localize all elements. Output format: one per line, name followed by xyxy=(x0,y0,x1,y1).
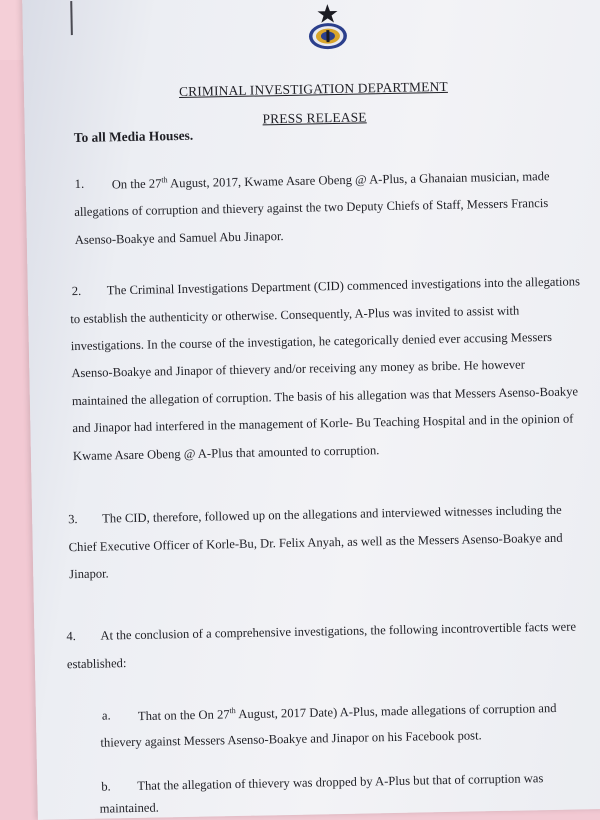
paragraph-1-line: allegations of corruption and thievery against the two Deputy Chiefs of Staff, Messers Francis xyxy=(74,195,549,220)
paragraph-1-line-1-post: August, 2017, Kwame Asare Obeng @ A-Plus, a Ghanaian musician, made xyxy=(167,169,550,191)
pen-mark xyxy=(70,1,73,35)
paragraph-3-number: 3. xyxy=(68,512,78,527)
paragraph-2-line: to establish the authenticity or otherwise. Consequently, A-Plus was invited to assist with xyxy=(70,303,520,327)
paragraph-2-line: Asenso-Boakye and Jinapor of thievery and/or receiving any money as bribe. He however xyxy=(71,357,525,381)
paragraph-2-line: Kwame Asare Obeng @ A-Plus that amounted to corruption. xyxy=(72,443,380,464)
press-release-title: PRESS RELEASE xyxy=(262,109,367,127)
paragraph-4-line: At the conclusion of a comprehensive investigations, the following incontrovertible facts were xyxy=(100,619,577,643)
paragraph-2-line: investigations. In the course of the investigation, he categorically denied ever accusing Messers xyxy=(70,329,553,354)
paragraph-4-line: established: xyxy=(66,656,127,672)
item-b-label: b. xyxy=(101,779,111,794)
press-release-page xyxy=(22,0,600,820)
addressee: To all Media Houses. xyxy=(73,127,194,146)
department-heading: CRIMINAL INVESTIGATION DEPARTMENT xyxy=(178,78,448,100)
paragraph-1-ordinal: th xyxy=(161,175,168,185)
item-a-line-1-post: August, 2017 Date) A-Plus, made allegations of corruption and xyxy=(235,701,557,722)
paragraph-1-line xyxy=(112,169,550,191)
ghana-police-emblem-icon xyxy=(301,2,354,55)
item-a-line-1-pre: That on the On 27 xyxy=(137,707,230,724)
paragraph-2-number: 2. xyxy=(71,283,82,299)
paragraph-4-number: 4. xyxy=(66,629,77,644)
item-a-label: a. xyxy=(101,708,111,723)
paragraph-2-line: and Jinapor had interfered in the management of Korle- Bu Teaching Hospital and in the opinion of xyxy=(72,411,574,436)
paragraph-2-line: The Criminal Investigations Department (CID) commenced investigations into the allegations xyxy=(106,274,581,298)
item-b-line: That the allegation of thievery was dropped by A-Plus but that of corruption was xyxy=(137,771,544,793)
paragraph-3-line: Jinapor. xyxy=(69,566,109,582)
item-b-line: maintained. xyxy=(99,800,159,816)
paragraph-1-line-1-pre: On the 27 xyxy=(111,176,162,192)
paragraph-3-line: The CID, therefore, followed up on the allegations and interviewed witnesses including the xyxy=(102,502,562,526)
item-a-line xyxy=(138,701,557,723)
item-a-ordinal: th xyxy=(229,706,236,716)
paragraph-2-line: maintained the allegation of corruption. The basis of his allegation was that Messers Asenso-Boakye xyxy=(71,384,579,409)
paragraph-3-line: Chief Executive Officer of Korle-Bu, Dr. Felix Anyah, as well as the Messers Asenso-Boakye and xyxy=(68,530,563,555)
paragraph-1-line: Asenso-Boakye and Samuel Abu Jinapor. xyxy=(74,229,284,248)
item-a-line: thievery against Messers Asenso-Boakye and Jinapor on his Facebook post. xyxy=(100,728,482,750)
paragraph-1-number: 1. xyxy=(74,176,85,192)
